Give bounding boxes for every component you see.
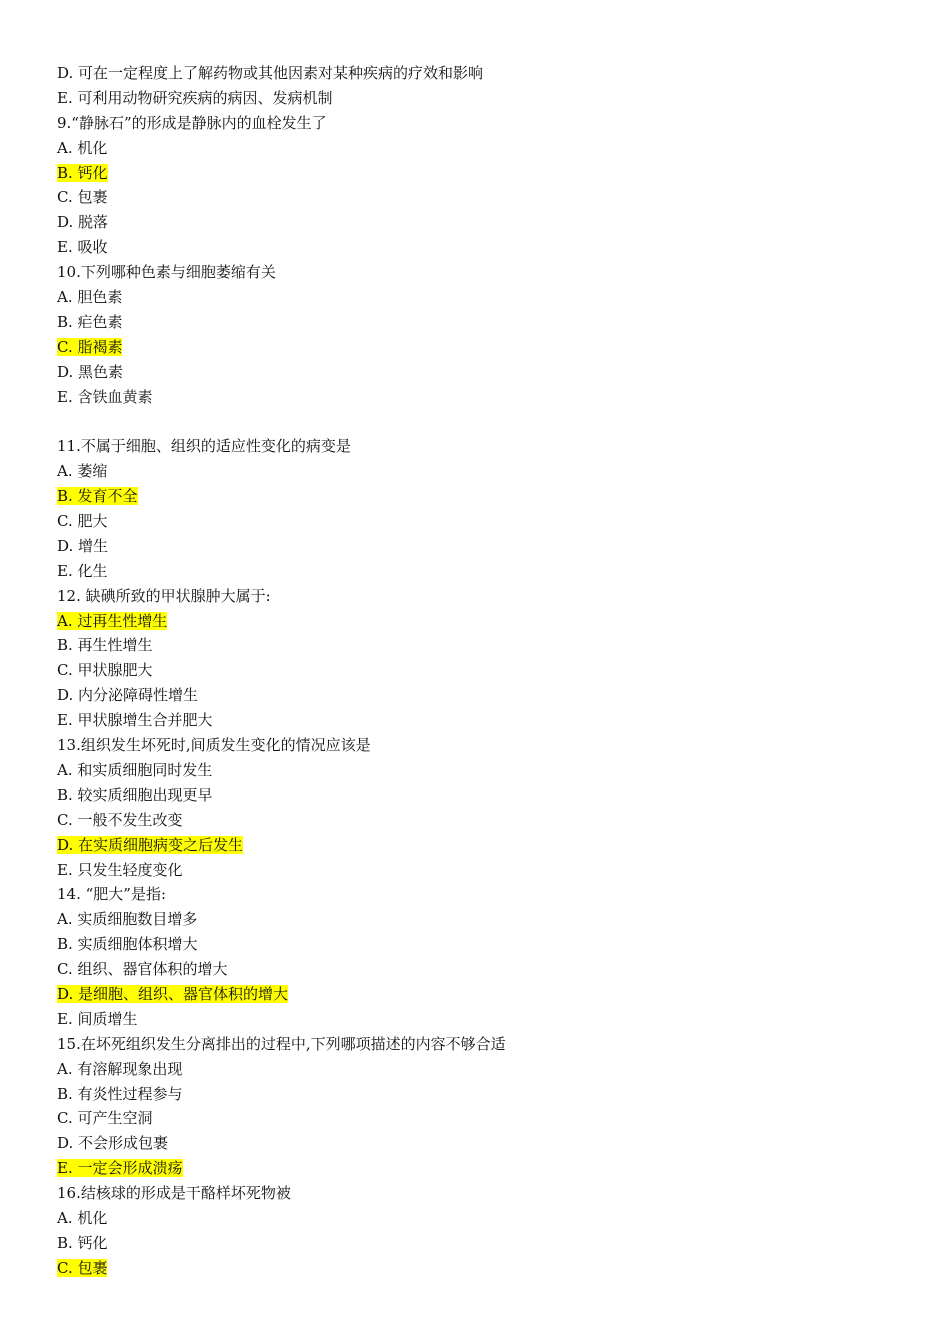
answer-option-highlighted bbox=[57, 1256, 917, 1281]
answer-option-highlighted bbox=[57, 609, 917, 634]
line-text: A. 机化 bbox=[57, 138, 108, 157]
answer-option bbox=[57, 509, 917, 534]
answer-option-highlighted bbox=[57, 1156, 917, 1181]
line-text: A. 实质细胞数目增多 bbox=[57, 910, 198, 929]
line-text: D. 可在一定程度上了解药物或其他因素对某种疾病的疗效和影响 bbox=[57, 64, 484, 82]
highlighted-text: E. 一定会形成溃疡 bbox=[57, 1159, 183, 1178]
line-text: 16.结核球的形成是干酪样坏死物被 bbox=[57, 1184, 291, 1203]
question-line bbox=[57, 733, 917, 758]
answer-option bbox=[57, 136, 917, 161]
answer-option bbox=[57, 235, 917, 260]
highlighted-text: B. 发育不全 bbox=[57, 487, 138, 506]
answer-option bbox=[57, 210, 917, 235]
answer-option bbox=[57, 858, 917, 883]
answer-option bbox=[57, 633, 917, 658]
answer-option bbox=[57, 907, 917, 932]
answer-option bbox=[57, 932, 917, 957]
line-text: 14. “肥大”是指: bbox=[57, 885, 167, 904]
answer-option bbox=[57, 808, 917, 833]
answer-option-highlighted bbox=[57, 161, 917, 186]
line-text: D. 增生 bbox=[57, 536, 109, 555]
highlighted-text: A. 过再生性增生 bbox=[57, 611, 168, 630]
question-line bbox=[57, 882, 917, 907]
answer-option bbox=[57, 1057, 917, 1082]
question-line bbox=[57, 1032, 917, 1057]
line-text: C. 甲状腺肥大 bbox=[57, 661, 153, 680]
answer-option bbox=[57, 360, 917, 385]
line-text: A. 机化 bbox=[57, 1208, 108, 1227]
line-text: E. 可利用动物研究疾病的病因、发病机制 bbox=[57, 88, 333, 107]
answer-option bbox=[57, 61, 917, 86]
line-text: 9.“静脉石”的形成是静脉内的血栓发生了 bbox=[57, 113, 327, 132]
line-text: D. 黑色素 bbox=[57, 362, 124, 381]
answer-option bbox=[57, 534, 917, 559]
line-text: C. 一般不发生改变 bbox=[57, 810, 183, 829]
line-text: D. 内分泌障碍性增生 bbox=[57, 686, 199, 705]
line-text: D. 脱落 bbox=[57, 213, 109, 232]
line-text: E. 甲状腺增生合并肥大 bbox=[57, 711, 213, 730]
answer-option-highlighted bbox=[57, 833, 917, 858]
line-text: E. 只发生轻度变化 bbox=[57, 860, 183, 879]
line-text: E. 含铁血黄素 bbox=[57, 387, 153, 406]
answer-option bbox=[57, 185, 917, 210]
answer-option bbox=[57, 758, 917, 783]
line-text: E. 间质增生 bbox=[57, 1009, 138, 1028]
answer-option bbox=[57, 1106, 917, 1131]
answer-option bbox=[57, 783, 917, 808]
answer-option-highlighted bbox=[57, 335, 917, 360]
line-text: 10.下列哪种色素与细胞萎缩有关 bbox=[57, 263, 276, 282]
answer-option bbox=[57, 310, 917, 335]
answer-option bbox=[57, 559, 917, 584]
question-line bbox=[57, 1181, 917, 1206]
line-text: B. 再生性增生 bbox=[57, 636, 153, 655]
document-page bbox=[57, 61, 917, 1281]
line-text: B. 疟色素 bbox=[57, 312, 123, 331]
highlighted-text: D. 在实质细胞病变之后发生 bbox=[57, 835, 244, 854]
question-line bbox=[57, 584, 917, 609]
answer-option bbox=[57, 957, 917, 982]
line-text: A. 萎缩 bbox=[57, 462, 108, 481]
answer-option bbox=[57, 459, 917, 484]
highlighted-text: C. 脂褐素 bbox=[57, 337, 123, 356]
answer-option-highlighted bbox=[57, 484, 917, 509]
line-text: 15.在坏死组织发生分离排出的过程中,下列哪项描述的内容不够合适 bbox=[57, 1034, 506, 1053]
line-text: D. 不会形成包裹 bbox=[57, 1134, 169, 1153]
highlighted-text: D. 是细胞、组织、器官体积的增大 bbox=[57, 984, 289, 1003]
line-text: A. 和实质细胞同时发生 bbox=[57, 760, 213, 779]
question-line bbox=[57, 434, 917, 459]
answer-option bbox=[57, 385, 917, 410]
line-text: C. 包裹 bbox=[57, 188, 108, 207]
answer-option bbox=[57, 708, 917, 733]
line-text: B. 有炎性过程参与 bbox=[57, 1084, 183, 1103]
line-text: E. 吸收 bbox=[57, 238, 108, 257]
answer-option bbox=[57, 1082, 917, 1107]
blank-line bbox=[57, 409, 917, 434]
answer-option bbox=[57, 1206, 917, 1231]
line-text: B. 实质细胞体积增大 bbox=[57, 935, 198, 954]
highlighted-text: B. 钙化 bbox=[57, 163, 108, 182]
line-text: E. 化生 bbox=[57, 561, 108, 580]
line-text: C. 肥大 bbox=[57, 512, 108, 531]
line-text: B. 较实质细胞出现更早 bbox=[57, 785, 213, 804]
answer-option bbox=[57, 86, 917, 111]
answer-option bbox=[57, 683, 917, 708]
question-line bbox=[57, 260, 917, 285]
answer-option bbox=[57, 1007, 917, 1032]
question-line bbox=[57, 111, 917, 136]
line-text: B. 钙化 bbox=[57, 1233, 108, 1252]
answer-option bbox=[57, 658, 917, 683]
answer-option bbox=[57, 285, 917, 310]
line-text: A. 有溶解现象出现 bbox=[57, 1059, 183, 1078]
highlighted-text: C. 包裹 bbox=[57, 1258, 108, 1277]
line-text: 13.组织发生坏死时,间质发生变化的情况应该是 bbox=[57, 736, 371, 755]
line-text: 11.不属于细胞、组织的适应性变化的病变是 bbox=[57, 437, 351, 456]
line-text: 12. 缺碘所致的甲状腺肿大属于: bbox=[57, 586, 271, 605]
line-text: C. 组织、器官体积的增大 bbox=[57, 960, 228, 979]
answer-option bbox=[57, 1231, 917, 1256]
answer-option bbox=[57, 1131, 917, 1156]
line-text: A. 胆色素 bbox=[57, 288, 123, 307]
line-text: C. 可产生空洞 bbox=[57, 1109, 153, 1128]
answer-option-highlighted bbox=[57, 982, 917, 1007]
